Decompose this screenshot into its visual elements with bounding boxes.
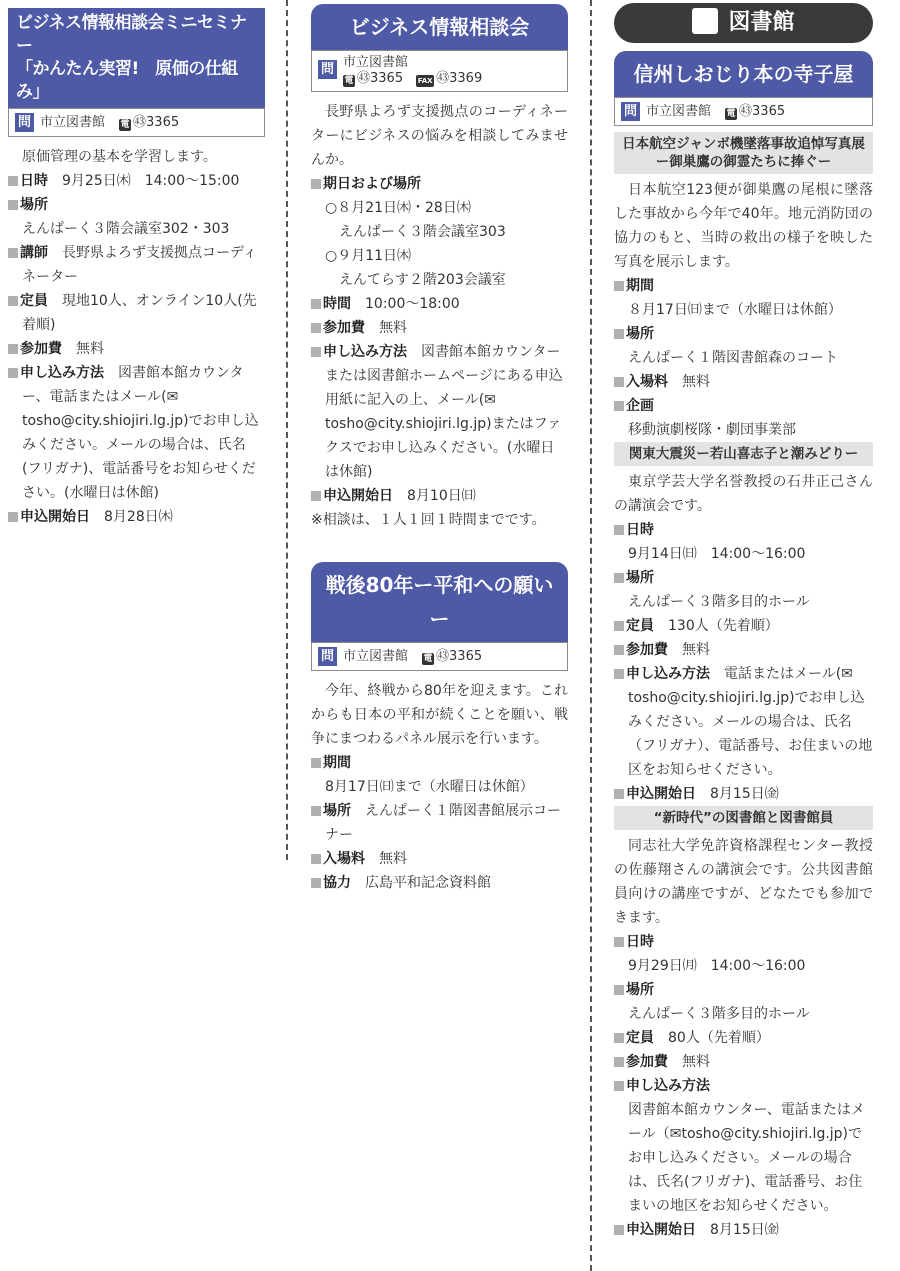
subheading: “新時代”の図書館と図書館員 (614, 806, 873, 830)
period-value: 8月17日㈰まで（水曜日は休館） (325, 779, 534, 795)
inquiry-icon: 問 (621, 102, 640, 121)
contact-fax: ㊸3369 (436, 71, 483, 86)
contact-tel: ㊸3365 (357, 71, 404, 86)
phone-icon: 電 (423, 653, 433, 664)
intro-text: 東京学芸大学名誉教授の石井正己さんの講演会です。 (614, 474, 873, 514)
date-1: ○８月21日㈭・28日㈭ (325, 200, 471, 216)
subheading: 関東大震災ー若山喜志子と潮みどりー (614, 442, 873, 466)
period-value: ８月17日㈰まで（水曜日は休館） (628, 302, 842, 318)
contact-tel: ㊸3365 (436, 648, 483, 664)
intro-text: 日本航空123便が御巣鷹の尾根に墜落した事故から今年で40年。地元消防団の協力のもと、当時の救出の様子を映した写真を展示します。 (614, 182, 873, 270)
phone-icon: 電 (726, 108, 736, 119)
article-body: 同志社大学免許資格課程センター教授の佐藤翔さんの講演会です。公共図書館員向けの講座ですが、どなたでも参加できます。 日時 9月29日㈪ 14:00〜16:00 場所 えんぱーく３階多目的ホール 定員 80人（先着順） 参加費 無料 申し込み方法 図書館本館カウンター、電話またはメール（✉tosho@city.shiojiri.lg.jp)でお申し込みください。メールの場合は、氏名(フリガナ)、電話番号、お住まいの地区をお知らせください。 申込開始日 8月15日㈮ (614, 834, 873, 1242)
inquiry-icon: 問 (15, 113, 34, 132)
article-title: ビジネス情報相談会 (311, 4, 568, 50)
dates-label: 期日および場所 (323, 176, 421, 192)
contact-org: 市立図書館 (646, 103, 712, 119)
seminar-article (8, 8, 265, 529)
item-start: 申込開始日 8月15日㈮ (614, 1218, 873, 1242)
phone-icon: 電 (344, 76, 354, 86)
inquiry-icon: 問 (318, 647, 337, 666)
article-body (311, 679, 568, 895)
item-coop: 協力 広島平和記念資料館 (311, 871, 568, 895)
plan-value: 移動演劇桜隊・劇団事業部 (628, 422, 796, 438)
date-value: 9月14日㈰ 14:00〜16:00 (628, 546, 806, 562)
place-value: えんぱーく１階図書館森のコート (628, 350, 838, 366)
column-divider (590, 0, 592, 1271)
intro-text: 原価管理の基本を学習します。 (22, 149, 217, 165)
subheading: 日本航空ジャンボ機墜落事故追悼写真展ー御巣鷹の御霊たちに捧ぐー (614, 132, 873, 174)
place-1: えんぱーく３階会議室303 (339, 224, 506, 240)
item-start: 申込開始日 8月10日㈰ (311, 484, 568, 508)
contact-box (8, 108, 265, 137)
item-place-label: 場所 (8, 193, 265, 217)
item-apply: 申し込み方法 図書館本館カウンターまたは図書館ホームページにある申込用紙に記入の上、メール(✉tosho@city.shiojiri.lg.jp)またはファクスでお申し込みください。(水曜日は休館) (311, 340, 568, 484)
article-body: 東京学芸大学名誉教授の石井正己さんの講演会です。 日時 9月14日㈰ 14:00〜16:00 場所 えんぱーく３階多目的ホール 定員 130人（先着順） 参加費 無料 申し込み方法 電話またはメール(✉tosho@city.shiojiri.lg.jp)でお申し込みください。メールの場合は、氏名（フリガナ）、電話番号、お住まいの地区をお知らせください。 申込開始日 8月15日㈮ (614, 470, 873, 806)
item-start: 申込開始日 8月28日㈭ (8, 505, 265, 529)
intro-text: 同志社大学免許資格課程センター教授の佐藤翔さんの講演会です。公共図書館員向けの講座ですが、どなたでも参加できます。 (614, 838, 873, 926)
library-icon (692, 8, 718, 34)
article-body (8, 145, 265, 529)
article-title: 戦後80年ー平和への願いー (311, 562, 568, 642)
item-start: 申込開始日 8月15日㈮ (614, 782, 873, 806)
item-fee: 参加費 無料 (614, 638, 873, 662)
item-capacity: 定員 80人（先着順） (614, 1026, 873, 1050)
article-body: 日本航空123便が御巣鷹の尾根に墜落した事故から今年で40年。地元消防団の協力のもと、当時の救出の様子を映した写真を展示します。 期間 ８月17日㈰まで（水曜日は休館） 場所 えんぱーく１階図書館森のコート 入場料 無料 企画 移動演劇桜隊・劇団事業部 (614, 178, 873, 442)
item-fee: 参加費 無料 (614, 1050, 873, 1074)
period-label: 期間 (323, 755, 351, 771)
item-fee: 入場料 無料 (311, 847, 568, 871)
fax-icon: FAX (417, 77, 433, 85)
note-text: ※相談は、１人１回１時間までです。 (311, 512, 546, 528)
contact-box (311, 642, 568, 671)
contact-box (311, 50, 568, 92)
place-2: えんてらす２階203会議室 (339, 272, 506, 288)
item-fee: 参加費 無料 (8, 337, 265, 361)
place-value: えんぱーく３階多目的ホール (628, 594, 810, 610)
contact-tel: ㊸3365 (739, 103, 786, 119)
library-header: 図書館 (614, 3, 873, 43)
item-place: えんぱーく３階会議室302・303 (22, 221, 230, 237)
article-title: ビジネス情報相談会ミニセミナー 「かんたん実習! 原価の仕組み」 (8, 8, 265, 108)
item-capacity: 定員 現地10人、オンライン10人(先着順) (8, 289, 265, 337)
inquiry-icon: 問 (318, 60, 337, 79)
library-column (614, 3, 873, 1242)
place-value: えんぱーく３階多目的ホール (628, 1006, 810, 1022)
contact-org: 市立図書館 (343, 648, 409, 664)
item-capacity: 定員 130人（先着順） (614, 614, 873, 638)
column-divider (286, 0, 288, 860)
date-2: ○９月11日㈭ (325, 248, 412, 264)
date-value: 9月29日㈪ 14:00〜16:00 (628, 958, 806, 974)
intro-text: 今年、終戦から80年を迎えます。これからも日本の平和が続くことを願い、戦争にまつわるパネル展示を行います。 (311, 683, 568, 747)
phone-icon: 電 (120, 119, 130, 130)
item-time: 時間 10:00〜18:00 (311, 292, 568, 316)
contact-box (614, 97, 873, 126)
item-place: 場所 えんぱーく１階図書館展示コーナー (311, 799, 568, 847)
intro-text: 長野県よろず支援拠点のコーディネーターにビジネスの悩みを相談してみませんか。 (311, 104, 568, 168)
contact-org: 市立図書館 (343, 55, 409, 70)
item-apply: 申し込み方法 図書館本館カウンター、電話またはメール(✉tosho@city.shiojiri.lg.jp)でお申し込みください。メールの場合は、氏名(フリガナ)、電話番号をお知らせください。(水曜日は休館) (8, 361, 265, 505)
apply-value: 図書館本館カウンター、電話またはメール（✉tosho@city.shiojiri.lg.jp)でお申し込みください。メールの場合は、氏名(フリガナ)、電話番号、お住まいの地区をお知らせください。 (628, 1102, 865, 1214)
business-article (311, 4, 568, 895)
item-lecturer: 講師 長野県よろず支援拠点コーディネーター (8, 241, 265, 289)
item-date: 日時 9月25日㈭ 14:00〜15:00 (8, 169, 265, 193)
item-fee: 参加費 無料 (311, 316, 568, 340)
article-body (311, 100, 568, 532)
contact-org: 市立図書館 (40, 114, 106, 130)
item-fee: 入場料 無料 (614, 370, 873, 394)
contact-tel: ㊸3365 (133, 114, 180, 130)
item-apply: 申し込み方法 電話またはメール(✉tosho@city.shiojiri.lg.jp)でお申し込みください。メールの場合は、氏名（フリガナ）、電話番号、お住まいの地区をお知らせください。 (614, 662, 873, 782)
article-title: 信州しおじり本の寺子屋 (614, 51, 873, 97)
